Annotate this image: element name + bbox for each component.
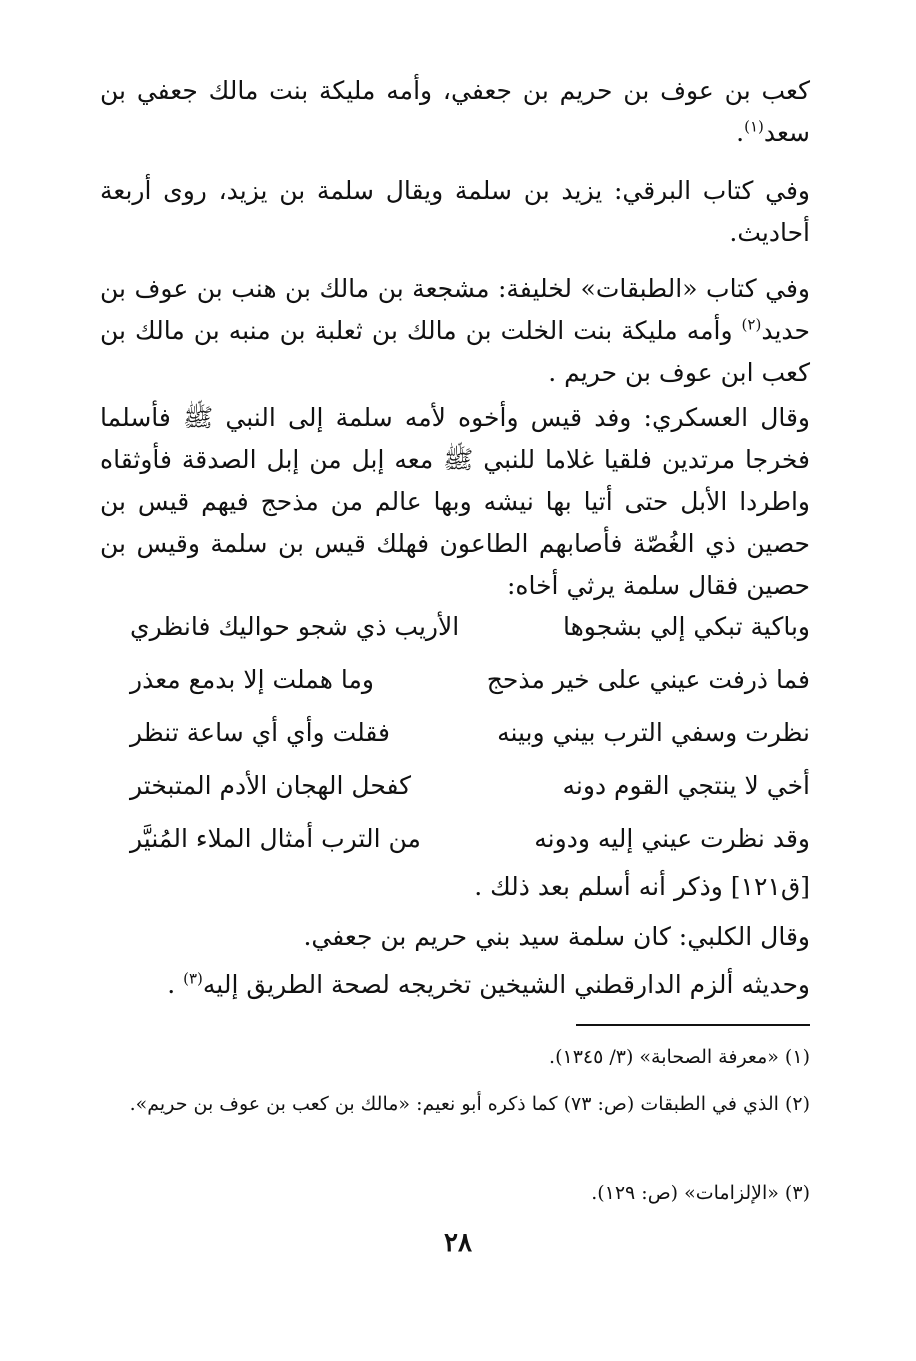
poem-verse: [120, 706, 810, 759]
paragraph-end: .: [167, 970, 184, 999]
verse-first-half: وقد نظرت عيني إليه ودونه: [534, 824, 810, 853]
poem-verse: [120, 812, 810, 865]
paragraph-text: [ق١٢١] وذكر أنه أسلم بعد ذلك .: [474, 872, 810, 901]
paragraph-end: .: [736, 118, 745, 147]
paragraph-text: وحديثه ألزم الدارقطني الشيخين تخريجه لصحة الطريق إليه: [202, 970, 810, 999]
paragraph-text: وفي كتاب «الطبقات» لخليفة: مشجعة بن مالك بن هنب بن عوف بن حديد: [100, 274, 810, 345]
paragraph-manuscript-ref: [100, 870, 810, 904]
paragraph-barqi: [100, 170, 810, 254]
poem-verse: [120, 759, 810, 812]
verse-first-half: وباكية تبكي إلي بشجوها: [563, 612, 810, 641]
poem: [120, 600, 810, 865]
verse-first-half: نظرت وسفي الترب بيني وبينه: [497, 718, 810, 747]
footnote-2: (٢) الذي في الطبقات (ص: ٧٣) كما ذكره أبو نعيم: «مالك بن كعب بن عوف بن حريم».: [129, 1093, 810, 1115]
poem-verse: [120, 653, 810, 706]
footnote-marker[interactable]: (١): [744, 117, 764, 136]
footnote-1: (١) «معرفة الصحابة» (٣/ ١٣٤٥).: [549, 1046, 810, 1068]
footnote-3: (٣) «الإلزامات» (ص: ١٢٩).: [591, 1182, 810, 1204]
verse-second-half: كفحل الهجان الأدم المتبختر: [130, 771, 412, 800]
verse-second-half: من الترب أمثال الملاء المُنيَّر: [130, 824, 421, 853]
verse-first-half: فما ذرفت عيني على خير مذحج: [486, 665, 810, 694]
verse-second-half: الأريب ذي شجو حواليك فانظري: [130, 612, 460, 641]
footnote-separator: [576, 1024, 810, 1026]
paragraph-text: وقال العسكري: وفد قيس وأخوه لأمه سلمة إلى النبي ﷺ فأسلما فخرجا مرتدين فلقيا غلاما للنبي ﷺ معه إبل من إبل الصدقة فأوثقاه واطردا الأبل حتى أتيا بها نيشه وبها عالم من مذحج فيهم قيس بن حصين ذي الغُصّة فأصابهم الطاعون فهلك قيس بن سلمة وقيس بن حصين فقال سلمة يرثي أخاه:: [100, 403, 810, 600]
verse-first-half: أخي لا ينتجي القوم دونه: [562, 771, 810, 800]
footnote-marker[interactable]: (٣): [183, 969, 203, 988]
paragraph-text: وقال الكلبي: كان سلمة سيد بني حريم بن جعفي.: [303, 922, 810, 951]
paragraph-text: وفي كتاب البرقي: يزيد بن سلمة ويقال سلمة بن يزيد، روى أربعة أحاديث.: [100, 176, 810, 247]
verse-second-half: وما هملت إلا بدمع معذر: [130, 665, 374, 694]
paragraph-askari: [100, 397, 810, 607]
paragraph-kalbi: [100, 920, 810, 954]
page-number: ٢٨: [444, 1228, 472, 1258]
paragraph-text: كعب بن عوف بن حريم بن جعفي، وأمه مليكة بنت مالك جعفي بن سعد: [100, 76, 810, 147]
paragraph-tabaqat: [100, 268, 810, 394]
footnote-marker[interactable]: (٢): [741, 315, 762, 334]
paragraph-lineage: [100, 70, 810, 154]
verse-second-half: فقلت وأي أي ساعة تنظر: [130, 718, 390, 747]
poem-verse: [120, 600, 810, 653]
paragraph-end: وأمه مليكة بنت الخلت بن مالك بن ثعلبة بن منبه بن مالك بن كعب ابن عوف بن حريم .: [100, 316, 810, 387]
paragraph-daraqutni: [100, 968, 810, 1002]
